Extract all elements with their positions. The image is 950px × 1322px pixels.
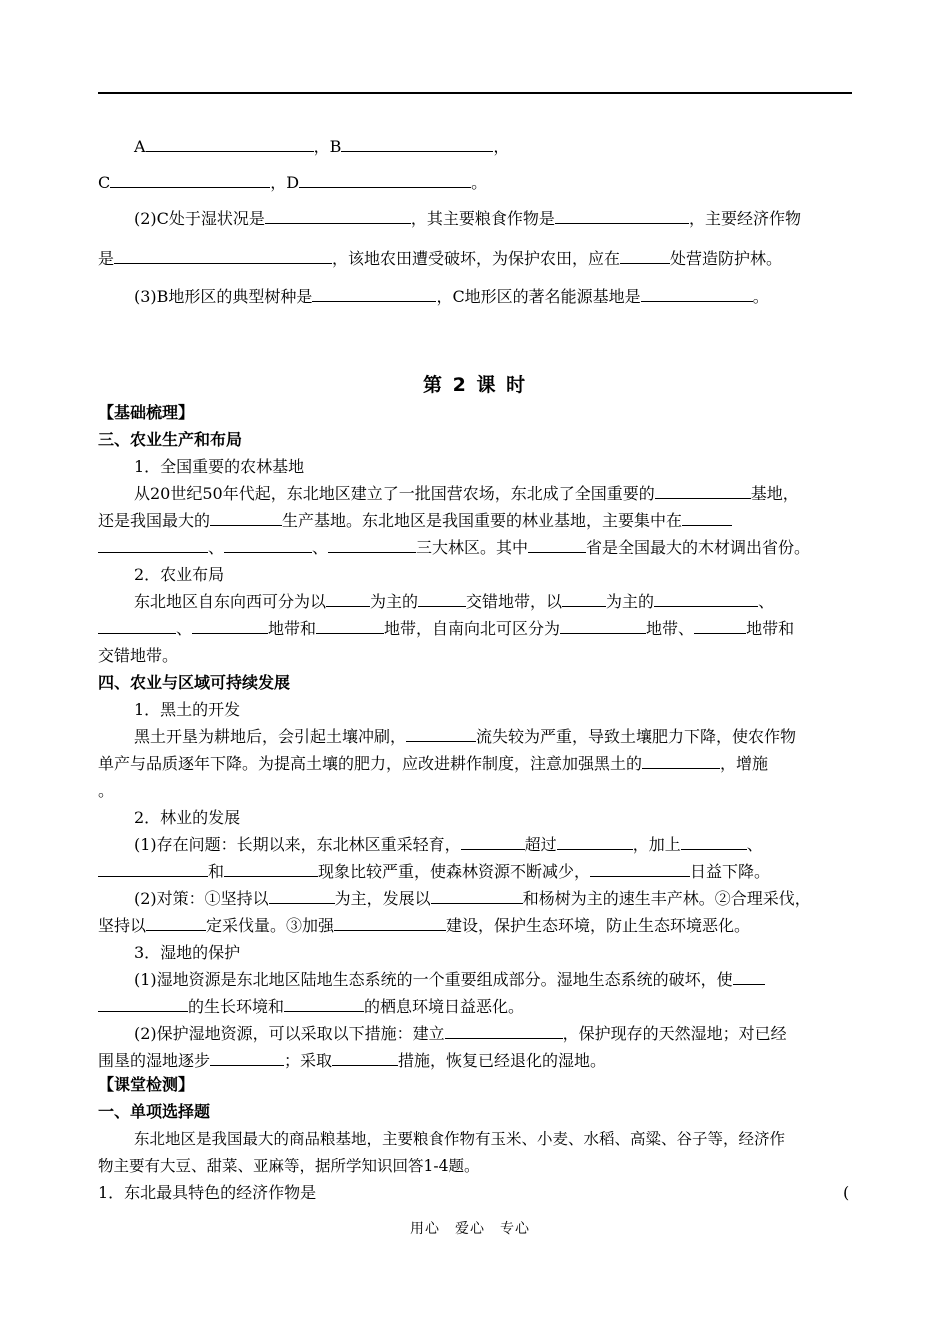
part4-sub2: 2．林业的发展 (134, 808, 241, 827)
blank-b[interactable] (341, 137, 493, 152)
blank-policy-3[interactable] (146, 916, 206, 931)
part1-heading: 一、单项选择题 (98, 1102, 211, 1121)
part3-line-1: 从20世纪50年代起，东北地区建立了一批国营农场，东北成了全国重要的 基地， (134, 484, 799, 503)
part4-line-9: 的生长环境和 的栖息环境日益恶化。 (98, 996, 524, 1018)
part4-line-8: (1)湿地资源是东北地区陆地生态系统的一个重要组成部分。湿地生态系统的破坏，使 (134, 969, 765, 991)
label-d: ，D (270, 173, 300, 192)
blank-layout-4[interactable] (654, 592, 758, 607)
blank-policy-2[interactable] (431, 889, 523, 904)
blank-q3-tree[interactable] (312, 287, 436, 302)
part3-line-2: 还是我国最大的 生产基地。东北地区是我国重要的林业基地，主要集中在 (98, 510, 732, 532)
label-b: ，B (313, 137, 342, 156)
part3-sub1: 1．全国重要的农林基地 (134, 457, 305, 476)
part4-line-7: 坚持以 定采伐量。③加强 建设，保护生态环境，防止生态环境恶化。 (98, 916, 751, 935)
part4-line-5: 和 现象比较严重，使森林资源不断减少， 日益下降。 (98, 861, 770, 883)
header-rule (98, 92, 852, 94)
blank-wetland-2[interactable] (284, 997, 364, 1012)
part3-line-4: 东北地区自东向西可分为以 为主的 交错地带，以 为主的 、 (134, 592, 775, 611)
blank-a[interactable] (146, 137, 314, 152)
part1-intro-2: 物主要有大豆、甜菜、亚麻等，据所学知识回答1-4题。 (98, 1157, 480, 1175)
blank-forest-issue-2[interactable] (557, 835, 633, 850)
blank-wetland-3[interactable] (445, 1024, 563, 1039)
section-basics-heading: 【基础梳理】 (98, 403, 195, 422)
blank-wetland-5[interactable] (332, 1051, 398, 1066)
blank-base-type[interactable] (655, 484, 751, 499)
blank-soil-loss[interactable] (406, 727, 476, 742)
blank-q2-grain[interactable] (555, 209, 689, 224)
blank-layout-2[interactable] (418, 592, 466, 607)
part3-line-6: 交错地带。 (98, 646, 179, 665)
lesson-title: 第 2 课 时 (423, 374, 528, 396)
blank-c[interactable] (110, 173, 270, 188)
blank-q2-location[interactable] (620, 249, 670, 264)
label-a: A (134, 137, 146, 156)
blank-production-base[interactable] (210, 511, 282, 526)
blank-policy-1[interactable] (269, 889, 335, 904)
blank-layout-7[interactable] (316, 619, 384, 634)
part4-heading: 四、农业与区域可持续发展 (98, 673, 291, 692)
blank-province[interactable] (528, 538, 586, 553)
question-1: 1．东北最具特色的经济作物是 (98, 1183, 317, 1202)
blank-layout-3[interactable] (562, 592, 606, 607)
question-2-line-2: 是 ，该地农田遭受破坏，为保护农田，应在 处营造防护林。 (98, 249, 783, 268)
blank-policy-4[interactable] (334, 916, 446, 931)
label-c: C (98, 173, 111, 192)
question-3-line: (3)B地形区的典型树种是 ，C地形区的著名能源基地是 。 (134, 287, 769, 306)
part3-sub2: 2．农业布局 (134, 565, 225, 584)
page-footer: 用心 爱心 专心 (410, 1221, 530, 1237)
blank-soil-protect[interactable] (642, 754, 720, 769)
blank-layout-1[interactable] (326, 592, 370, 607)
blank-q2-humidity[interactable] (265, 209, 411, 224)
part4-line-1: 黑土开垦为耕地后，会引起土壤冲刷， 流失较为严重，导致土壤肥力下降，使农作物 (134, 727, 797, 746)
blank-wetland-4[interactable] (210, 1051, 284, 1066)
blank-wetland-1[interactable] (98, 997, 188, 1012)
blank-forest-c[interactable] (328, 538, 416, 553)
part4-line-10: (2)保护湿地资源，可以采取以下措施：建立 ，保护现存的天然湿地；对已经 (134, 1024, 787, 1043)
blank-forest-a[interactable] (98, 538, 208, 553)
blank-layout-5[interactable] (98, 619, 176, 634)
part4-line-2: 单产与品质逐年下降。为提高土壤的肥力，应改进耕作制度，注意加强黑土的 ，增施 (98, 754, 769, 773)
blank-forest-a-start[interactable] (682, 511, 732, 526)
section-check-heading: 【课堂检测】 (98, 1075, 195, 1094)
part4-line-4: (1)存在问题：长期以来，东北林区重采轻育， 超过 ，加上 、 (134, 835, 763, 854)
blank-forest-b[interactable] (224, 538, 312, 553)
part3-line-3: 、 、 三大林区。其中 省是全国最大的木材调出省份。 (98, 537, 810, 559)
blank-q2-cash-crop[interactable] (114, 249, 332, 264)
part4-line-11: 围垦的湿地逐步 ；采取 措施，恢复已经退化的湿地。 (98, 1051, 607, 1070)
blank-forest-issue-1[interactable] (461, 835, 525, 850)
blank-layout-9[interactable] (694, 619, 746, 634)
blank-forest-issue-6[interactable] (590, 862, 690, 877)
blank-q3-energy[interactable] (641, 287, 753, 302)
part1-intro-1: 东北地区是我国最大的商品粮基地，主要粮食作物有玉米、小麦、水稻、高粱、谷子等，经济作 (134, 1130, 786, 1148)
blank-layout-6[interactable] (192, 619, 268, 634)
question-1-answer-paren[interactable]: ( (843, 1183, 850, 1202)
blank-d[interactable] (299, 173, 471, 188)
answer-line-a-b: A ，B ， (134, 137, 510, 156)
part4-line-3: 。 (98, 781, 115, 800)
part4-sub1: 1．黑土的开发 (134, 700, 241, 719)
blank-forest-issue-3[interactable] (681, 835, 747, 850)
blank-wetland-1-start[interactable] (733, 970, 765, 985)
blank-forest-issue-4[interactable] (98, 862, 208, 877)
part3-line-5: 、 地带和 地带，自南向北可区分为 地带、 地带和 (98, 618, 794, 640)
answer-line-c-d: C ，D 。 (98, 173, 488, 192)
question-2-line-1: (2)C处于湿状况是 ，其主要粮食作物是 ，主要经济作物 (134, 209, 801, 228)
part4-line-6: (2)对策：①坚持以 为主，发展以 和杨树为主的速生丰产林。②合理采伐， (134, 889, 811, 908)
part3-heading: 三、农业生产和布局 (98, 430, 243, 449)
blank-forest-issue-5[interactable] (224, 862, 318, 877)
part4-sub3: 3．湿地的保护 (134, 943, 241, 962)
blank-layout-8[interactable] (560, 619, 646, 634)
